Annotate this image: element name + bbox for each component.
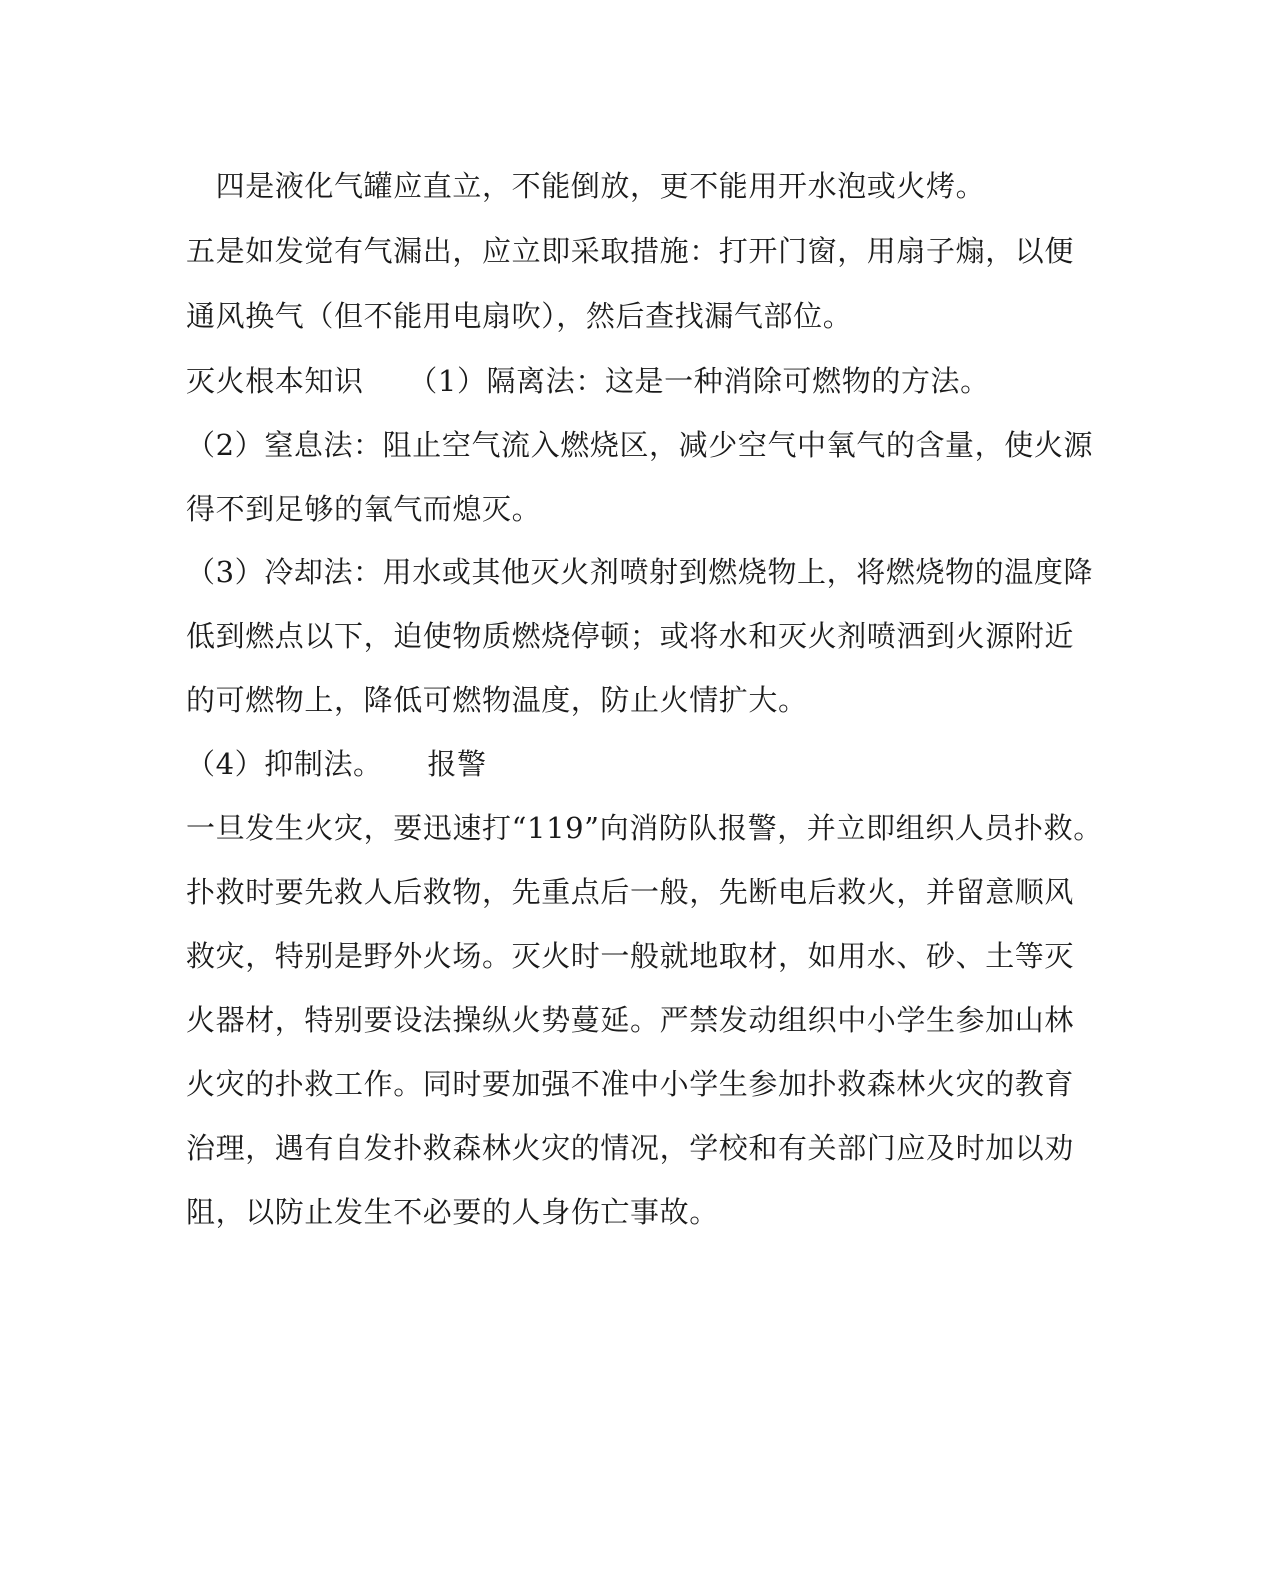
text-line: 的可燃物上，降低可燃物温度，防止火情扩大。 bbox=[186, 683, 808, 717]
text-line: 救灾，特别是野外火场。灭火时一般就地取材，如用水、砂、土等灭 bbox=[186, 939, 1075, 973]
text-line: 四是液化气罐应直立，不能倒放，更不能用开水泡或火烤。 bbox=[186, 169, 986, 203]
text-line: 阻，以防止发生不必要的人身伤亡事故。 bbox=[186, 1195, 719, 1229]
text-line: 扑救时要先救人后救物，先重点后一般，先断电后救火，并留意顺风 bbox=[186, 875, 1075, 909]
text-line: （4）抑制法。 报警 bbox=[186, 747, 487, 781]
text-line: 治理，遇有自发扑救森林火灾的情况，学校和有关部门应及时加以劝 bbox=[186, 1131, 1075, 1165]
text-line: 火器材，特别要设法操纵火势蔓延。严禁发动组织中小学生参加山林 bbox=[186, 1003, 1075, 1037]
text-line: （2）窒息法：阻止空气流入燃烧区，减少空气中氧气的含量，使火源 bbox=[186, 428, 1094, 462]
text-line: 低到燃点以下，迫使物质燃烧停顿；或将水和灭火剂喷洒到火源附近 bbox=[186, 619, 1075, 653]
text-line: 火灾的扑救工作。同时要加强不准中小学生参加扑救森林火灾的教育 bbox=[186, 1067, 1075, 1101]
text-line: 得不到足够的氧气而熄灭。 bbox=[186, 492, 542, 526]
text-line: （3）冷却法：用水或其他灭火剂喷射到燃烧物上，将燃烧物的温度降 bbox=[186, 555, 1094, 589]
text-line: 五是如发觉有气漏出，应立即采取措施：打开门窗，用扇子煽，以便 bbox=[186, 234, 1075, 268]
text-line: 通风换气（但不能用电扇吹），然后查找漏气部位。 bbox=[186, 299, 853, 333]
text-line: 一旦发生火灾，要迅速打“119”向消防队报警，并立即组织人员扑救。 bbox=[186, 811, 1103, 845]
text-line: 灭火根本知识 （1）隔离法：这是一种消除可燃物的方法。 bbox=[186, 364, 990, 398]
